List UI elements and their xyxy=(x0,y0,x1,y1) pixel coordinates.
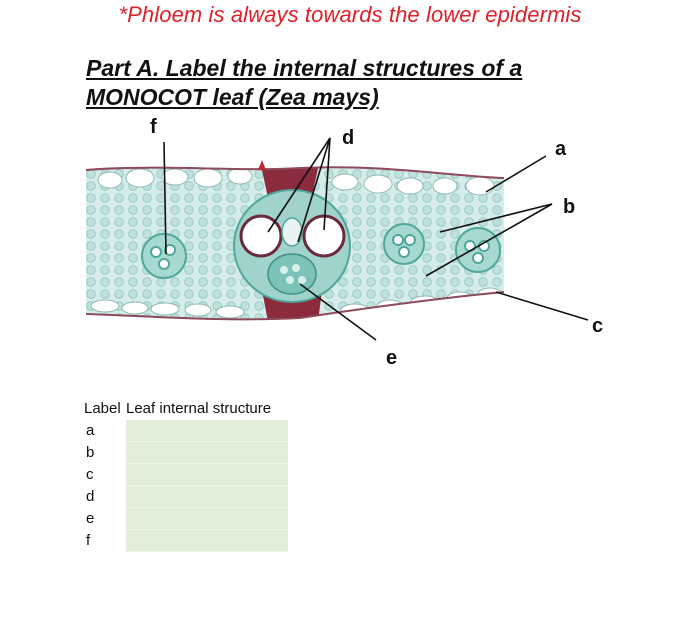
column-header-label: Label xyxy=(84,400,121,417)
answer-cell[interactable] xyxy=(126,530,288,552)
answer-cell[interactable] xyxy=(126,464,288,486)
answer-cell[interactable] xyxy=(126,508,288,530)
phloem-note: *Phloem is always towards the lower epidermis xyxy=(118,2,582,27)
red-tip-mark xyxy=(258,160,266,170)
title-line-2: MONOCOT leaf (Zea mays) xyxy=(86,84,379,110)
leaf-section xyxy=(80,150,510,330)
label-c: c xyxy=(592,315,604,337)
label-a: a xyxy=(555,138,567,160)
row-label: b xyxy=(86,444,95,461)
answer-cell[interactable] xyxy=(126,442,288,464)
table-row xyxy=(84,464,288,486)
table-row xyxy=(84,420,288,442)
label-f: f xyxy=(150,116,157,138)
small-vascular-bundle-right xyxy=(456,228,500,272)
table-row xyxy=(84,486,288,508)
small-vascular-bundle-left xyxy=(142,234,186,278)
table-header-row xyxy=(84,398,288,420)
table-row xyxy=(84,508,288,530)
answer-cell[interactable] xyxy=(126,486,288,508)
small-vascular-bundle-mid xyxy=(384,224,424,264)
answer-cell[interactable] xyxy=(126,420,288,442)
row-label: a xyxy=(86,422,95,440)
label-b: b xyxy=(563,196,576,218)
column-header-structure: Leaf internal structure xyxy=(126,400,272,417)
label-e: e xyxy=(386,347,398,369)
large-vascular-bundle xyxy=(234,190,350,302)
label-table xyxy=(84,398,288,552)
label-d: d xyxy=(342,127,355,149)
title-line-1: Part A. Label the internal structures of a xyxy=(86,55,523,81)
row-label: d xyxy=(86,488,95,505)
row-label: c xyxy=(86,466,94,483)
table-row xyxy=(84,442,288,464)
row-label: e xyxy=(86,510,95,527)
table-row xyxy=(84,530,288,552)
row-label: f xyxy=(86,532,91,549)
